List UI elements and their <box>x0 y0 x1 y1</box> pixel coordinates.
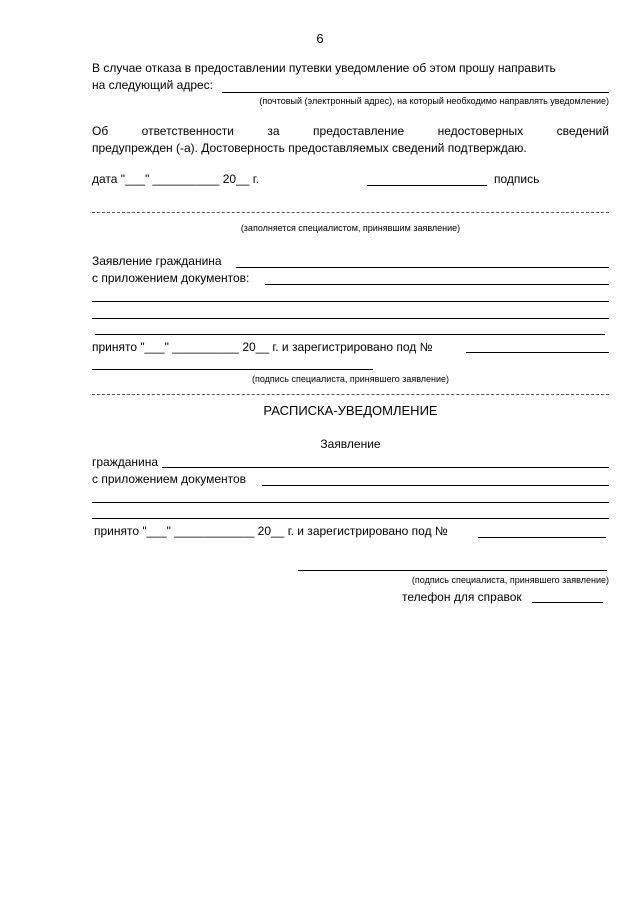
responsibility-line1 <box>92 124 609 138</box>
word: недостоверных <box>437 124 524 138</box>
signature-field[interactable] <box>367 185 487 186</box>
receipt-citizen-field[interactable] <box>162 467 609 468</box>
receipt-citizen-label: гражданина <box>92 455 159 469</box>
phone-field[interactable] <box>532 602 603 603</box>
documents-line[interactable] <box>92 318 609 319</box>
receipt-accepted-text: принято "___" ____________ 20__ г. и зарегистрировано под № <box>94 524 448 538</box>
accepted-text: принято "___" __________ 20__ г. и зарегистрировано под № <box>92 340 433 354</box>
specialist-signature-field[interactable] <box>92 369 373 370</box>
receipt-title: РАСПИСКА-УВЕДОМЛЕНИЕ <box>263 403 438 418</box>
address-hint: (почтовый (электронный адрес), на который необходимо направлять уведомление) <box>259 96 609 106</box>
receipt-specialist-signature-field[interactable] <box>298 570 607 571</box>
specialist-sign-hint: (подпись специалиста, принявшего заявление) <box>251 374 450 384</box>
word: за <box>267 124 280 138</box>
signature-label: подпись <box>494 172 540 186</box>
documents-label: с приложением документов: <box>92 271 250 285</box>
receipt-documents-label: с приложением документов <box>92 472 247 486</box>
receipt-registration-number-field[interactable] <box>478 537 606 538</box>
receipt-documents-field[interactable] <box>262 485 609 486</box>
word: Об <box>92 124 109 138</box>
registration-number-field[interactable] <box>466 352 609 353</box>
application-label: Заявление гражданина <box>92 254 222 268</box>
receipt-documents-line[interactable] <box>92 518 609 519</box>
phone-label: телефон для справок <box>402 590 522 604</box>
responsibility-line2: предупрежден (-а). Достоверность предоставляемых сведений подтверждаю. <box>92 141 527 155</box>
receipt-sign-hint: (подпись специалиста, принявшего заявление) <box>411 575 609 585</box>
word: предоставление <box>313 124 405 138</box>
documents-line[interactable] <box>92 301 609 302</box>
date-field[interactable]: дата "___" __________ 20__ г. <box>92 172 260 186</box>
receipt-documents-line[interactable] <box>92 502 609 503</box>
address-field[interactable] <box>222 92 609 93</box>
specialist-hint: (заполняется специалистом, принявшим заявление) <box>240 223 461 233</box>
word: сведений <box>556 124 609 138</box>
documents-line[interactable] <box>95 334 605 335</box>
receipt-subtitle: Заявление <box>320 437 381 451</box>
citizen-field[interactable] <box>236 267 609 268</box>
page-number: 6 <box>316 31 324 46</box>
documents-field[interactable] <box>265 284 609 285</box>
refusal-text-line1: В случае отказа в предоставлении путевки уведомление об этом прошу направить <box>92 61 556 75</box>
word: ответственности <box>141 124 234 138</box>
refusal-text-line2: на следующий адрес: <box>92 78 214 92</box>
separator-1 <box>92 212 609 213</box>
separator-2 <box>92 394 609 395</box>
